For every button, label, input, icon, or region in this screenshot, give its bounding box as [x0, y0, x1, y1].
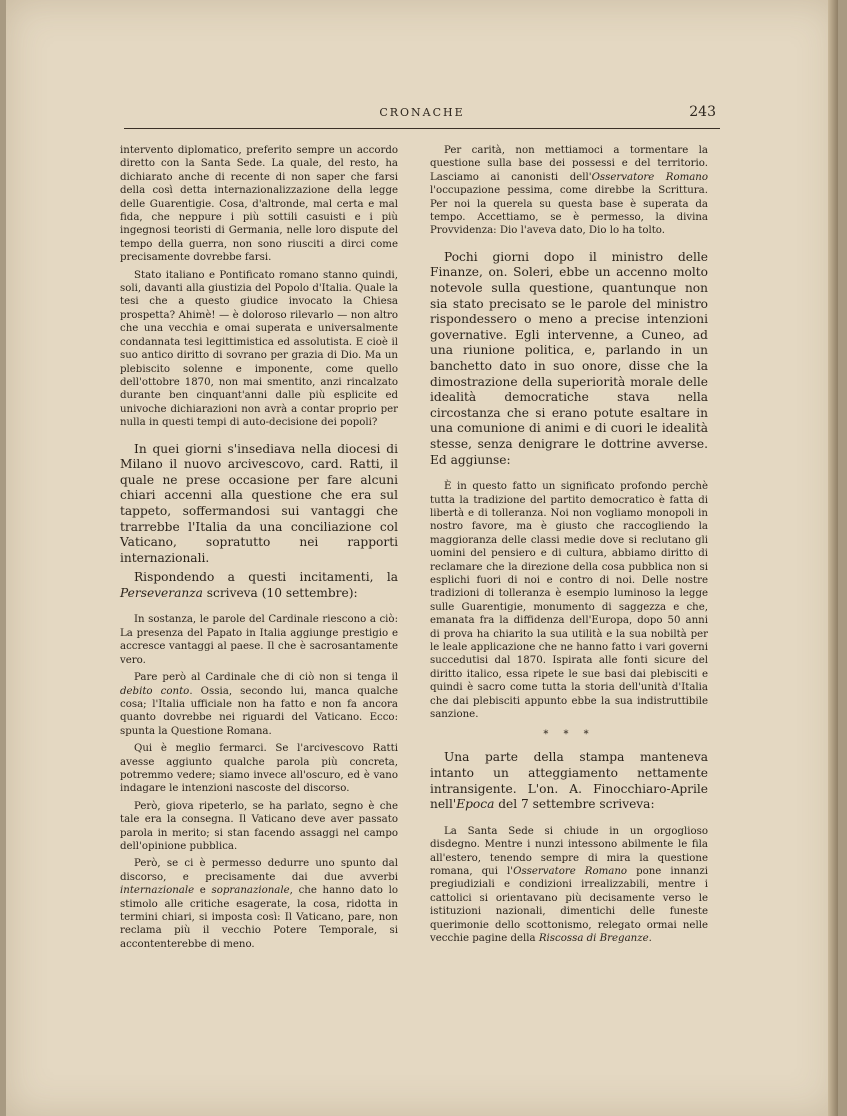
- quote-paragraph: Pare però al Cardinale che di ciò non si tenga il debito conto. Ossia, secondo lui, manca qualche cosa; l'Italia ufficiale non ha fatto e non fa ancora quanto dovrebbe nei riguardi del Vaticano. Ecco: spunta la Questione Romana.: [120, 672, 398, 737]
- quote-paragraph: La Santa Sede si chiude in un orgoglioso disdegno. Mentre i nunzi intessono abilmente le fila all'estero, tenendo sempre di mira la questione romana, qui l'Osservatore Romano pone innanzi pregiudiziali e condizioni irrealizzabili, mentre i cattolici si orientavano più decisamente verso le istituzioni nazionali, dimentichi delle funeste querimonie dello scottonismo, relegato ormai nelle vecchie pagine della Riscossa di Breganze.: [430, 825, 708, 945]
- paragraph: intervento diplomatico, preferito sempre un accordo diretto con la Santa Sede. La quale, del resto, ha dichiarato anche di recente di non saper che farsi della così detta internazionalizzazione della legge delle Guarentigie. Cosa, d'altronde, mal certa e mal fida, che neppure i più sottili casuisti e i più ingegnosi teoristi di Germania, nelle loro dispute del tempo della guerra, non sono riusciti a dirci come precisamente dovrebbe farsi.: [120, 145, 398, 264]
- page-number: 243: [689, 104, 716, 120]
- quote-paragraph: Qui è meglio fermarci. Se l'arcivescovo Ratti avesse aggiunto qualche parola più concreta, potremmo vedere; siamo invece all'oscuro, ed è vano indagare le intenzioni nascoste del discorso.: [120, 743, 398, 795]
- paragraph: Una parte della stampa manteneva intanto un atteggiamento nettamente intransigente. L'on. A. Finocchiaro-Aprile nell'Epoca del 7 settembre scriveva:: [430, 750, 708, 812]
- paragraph: Rispondendo a questi incitamenti, la Perseveranza scriveva (10 settembre):: [120, 570, 398, 600]
- running-header: [124, 104, 720, 129]
- right-column: [430, 144, 708, 950]
- section-separator: * * *: [543, 729, 595, 741]
- paragraph: Pochi giorni dopo il ministro delle Finanze, on. Soleri, ebbe un accenno molto notevole sulla questione, quantunque non sia stato precisato se le parole del ministro rispondessero o meno a precise intenzioni governative. Egli intervenne, a Cuneo, ad una riunione politica, e, parlando in un banchetto dato in suo onore, disse che la dimostrazione della superiorità morale delle idealità democratiche stava nella circostanza che si erano potute esaltare in una comunione di animi e di cuori le idealità stesse, senza denigrare le dottrine avverse. Ed aggiunse:: [430, 249, 708, 467]
- quote-paragraph: È in questo fatto un significato profondo perchè tutta la tradizione del partito democratico è fatta di libertà e di tolleranza. Noi non vogliamo monopoli in nostro favore, ma è giusto che raccogliendo la maggioranza delle classi medie dove si reclutano gli uomini del pensiero e di cultura, abbiamo diritto di reclamare che la direzione della cosa pubblica non si esplichi fuori di noi e contro di noi. Delle nostre tradizioni di tolleranza è esempio luminoso la legge sulle Guarentigie, monumento di saggezza e che, emanata fra la diffidenza dell'Europa, dopo 50 anni di prova ha chiarito la sua utilità e la sua nobiltà per le leale applicazione che ne hanno fatto i vari governi succedutisi dal 1870. Ispirata alle fonti sicure del diritto italico, essa ripete le sue basi dai plebisciti e quindi è sacro come tutta la storia dell'unità d'Italia che dai plebisciti appunto ebbe la sua indistruttibile sanzione.: [430, 481, 708, 721]
- quote-paragraph: Però, se ci è permesso dedurre uno spunto dal discorso, e precisamente dai due avverbi internazionale e sopranazionale, che hanno dato lo stimolo alle critiche esagerate, la cosa, ridotta in termini chiari, si imposta così: Il Vaticano, pare, non reclama più il vecchio Potere Temporale, si accontenterebbe di meno.: [120, 858, 398, 950]
- quote-paragraph: Per carità, non mettiamoci a tormentare la questione sulla base dei possessi e del territorio. Lasciamo ai canonisti dell'Osservatore Romano l'occupazione pessima, come direbbe la Scrittura. Per noi la querela su questa base è superata da tempo. Accettiamo, se è permesso, la divina Provvidenza: Dio l'aveva dato, Dio lo ha tolto.: [430, 145, 709, 237]
- left-column: [120, 144, 398, 955]
- header-title: CRONACHE: [379, 106, 465, 119]
- page-edge: [828, 0, 838, 1116]
- paragraph: Stato italiano e Pontificato romano stanno quindi, soli, davanti alla giustizia del Popolo d'Italia. Quale la tesi che a questo giudice invocato la Chiesa prospetta? Ahimè! — è doloroso rilevarlo — non altro che una vecchia e omai superata e universalmente condannata tesi legittimistica ed assolutista. E cioè il suo antico diritto di sovrano per grazia di Dio. Ma un plebiscito solenne e imponente, come quello dell'ottobre 1870, non mai smentito, anzi rincalzato durante ben cinquant'anni dalle più esplicite ed univoche dichiarazioni non avrà a contar proprio per nulla in questi tempi di auto-decisione dei popoli?: [120, 269, 398, 429]
- quote-paragraph: Però, giova ripeterlo, se ha parlato, segno è che tale era la consegna. Il Vaticano deve aver passato parola in merito; si stan facendo assaggi nel campo dell'opinione pubblica.: [120, 800, 398, 852]
- quote-paragraph: In sostanza, le parole del Cardinale riescono a ciò: La presenza del Papato in Italia aggiunge prestigio e accresce vantaggi al paese. Il che è sacrosantamente vero.: [120, 614, 398, 666]
- paragraph: In quei giorni s'insediava nella diocesi di Milano il nuovo arcivescovo, card. Ratti, il quale ne prese occasione per fare alcuni chiari accenni alla questione che era sul tappeto, soffermandosi sui vantaggi che trarrebbe l'Italia da una conciliazione col Vaticano, sopratutto nei rapporti internazionali.: [120, 441, 398, 565]
- book-page: [6, 0, 838, 1116]
